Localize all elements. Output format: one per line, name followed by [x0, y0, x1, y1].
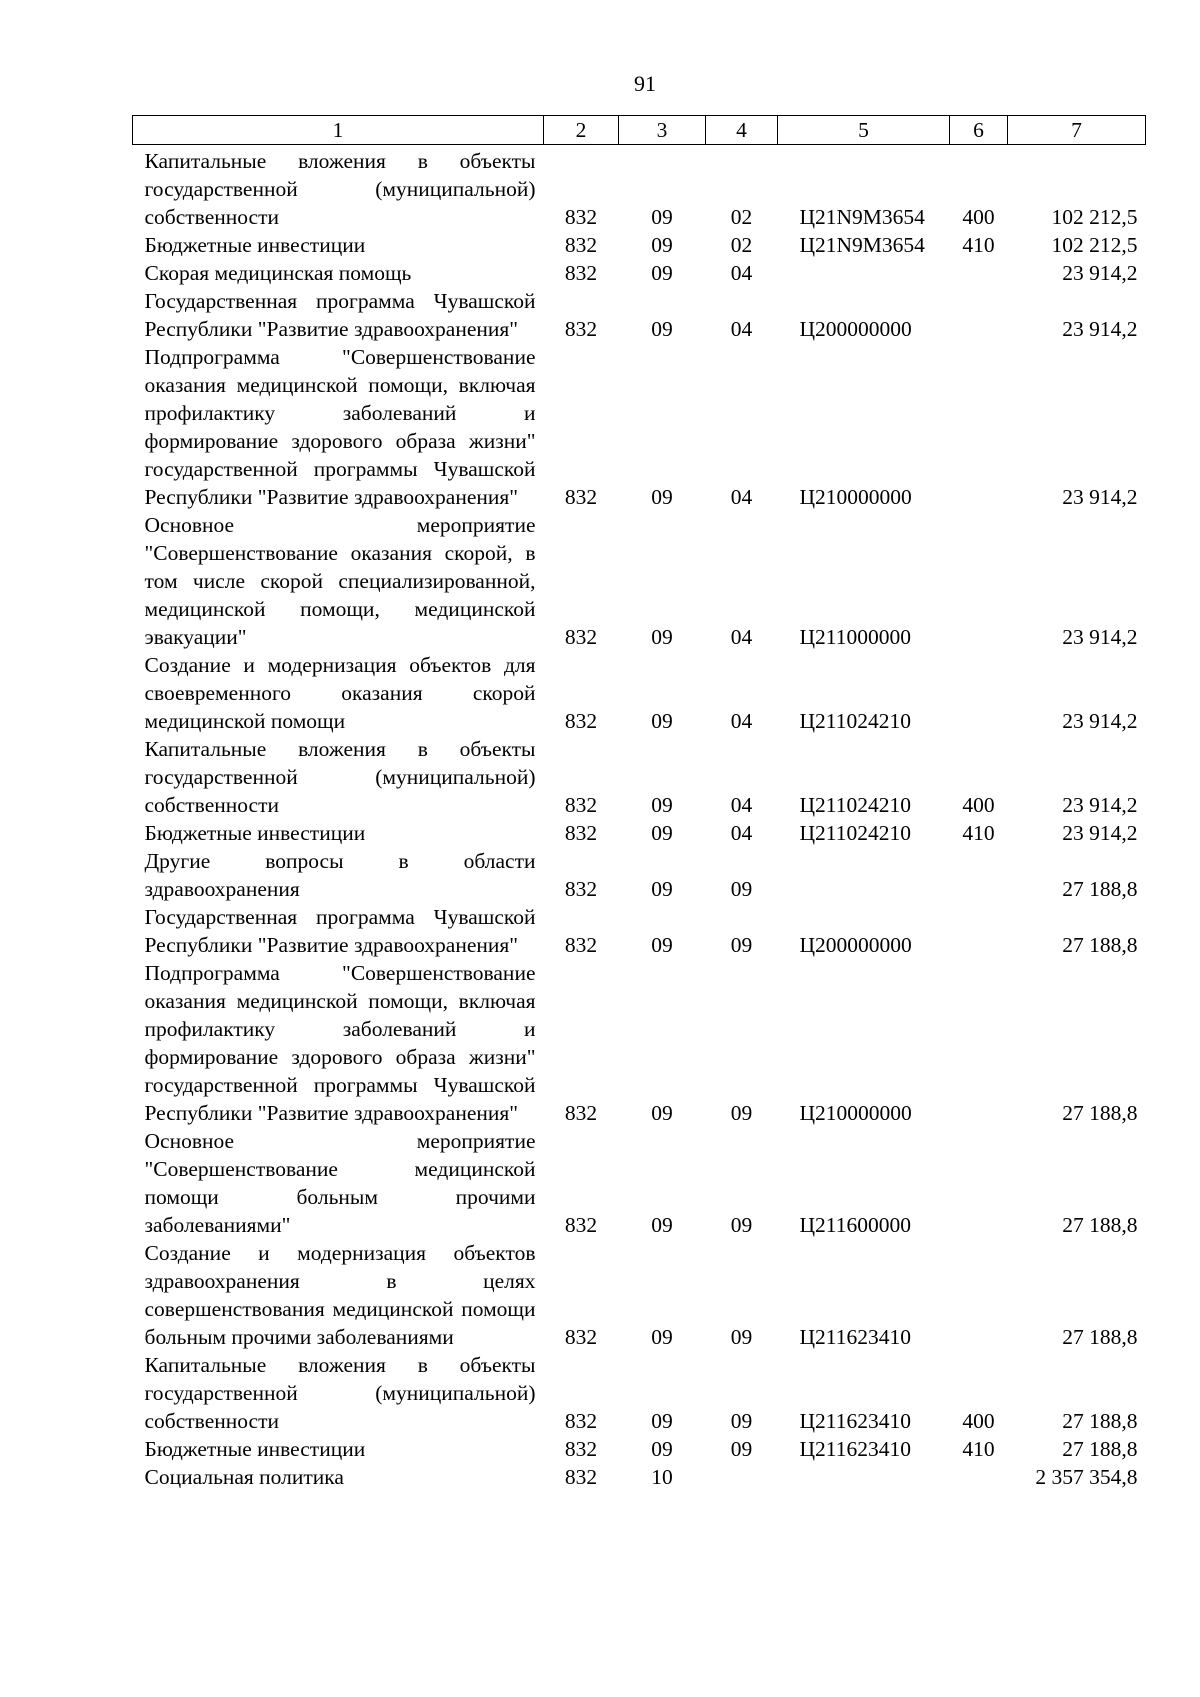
table-row — [133, 287, 1146, 343]
row-section-code: 09 — [651, 1101, 673, 1125]
row-target-code: Ц200000000 — [799, 317, 912, 341]
row-expense-type: 400 — [962, 793, 995, 817]
table-row — [133, 511, 1146, 651]
row-target-code: Ц211024210 — [799, 709, 911, 733]
row-expense-type: 400 — [962, 1409, 995, 1433]
row-amount: 23 914,2 — [1062, 261, 1138, 285]
row-amount: 27 188,8 — [1062, 1409, 1138, 1433]
row-amount: 27 188,8 — [1062, 1325, 1138, 1349]
row-expense-type: 410 — [962, 1437, 995, 1461]
row-section-code: 09 — [651, 261, 673, 285]
row-expense-type — [950, 259, 1008, 287]
row-subsection-code: 04 — [730, 821, 753, 845]
row-target-code: Ц211623410 — [799, 1325, 911, 1349]
row-section-code: 09 — [651, 821, 673, 845]
row-expense-type: 400 — [962, 205, 995, 229]
column-header-6: 6 — [950, 116, 1008, 145]
row-target-code: Ц210000000 — [799, 1101, 912, 1125]
row-target-code: Ц210000000 — [799, 485, 912, 509]
row-target-code: Ц211600000 — [799, 1213, 911, 1237]
row-name: Подпрограмма "Совершенствование оказания медицинской помощи, включая профилактику заболеваний и формирование здорового образа жизни" государственной программы Чувашской Республики "Развитие здравоохранения" — [144, 961, 536, 1125]
row-amount: 102 212,5 — [1051, 205, 1138, 229]
row-subsection-code: 09 — [730, 933, 753, 957]
table-row — [133, 1239, 1146, 1351]
row-amount: 23 914,2 — [1062, 821, 1138, 845]
table-row — [133, 903, 1146, 959]
page-number: 91 — [634, 71, 656, 96]
row-subsection-code: 09 — [730, 1325, 753, 1349]
row-target-code: Ц211000000 — [799, 625, 911, 649]
row-ministry-code: 832 — [564, 317, 598, 341]
row-expense-type — [950, 1239, 1008, 1351]
row-name: Создание и модернизация объектов для своевременного оказания скорой медицинской помощи — [144, 653, 536, 733]
row-subsection-code: 04 — [730, 485, 753, 509]
row-subsection-code: 09 — [730, 1437, 753, 1461]
row-amount: 27 188,8 — [1062, 1101, 1138, 1125]
row-target-code — [778, 1463, 950, 1491]
column-header-2: 2 — [544, 116, 619, 145]
row-ministry-code: 832 — [564, 1101, 598, 1125]
table-row — [133, 231, 1146, 259]
row-expense-type — [950, 903, 1008, 959]
row-ministry-code: 832 — [564, 1213, 598, 1237]
row-subsection-code: 02 — [730, 233, 753, 257]
row-ministry-code: 832 — [564, 793, 598, 817]
row-amount: 23 914,2 — [1062, 625, 1138, 649]
row-section-code: 09 — [651, 1437, 673, 1461]
row-target-code: Ц211623410 — [799, 1437, 911, 1461]
table-row — [133, 1463, 1146, 1491]
table-row — [133, 145, 1146, 232]
row-expense-type — [950, 511, 1008, 651]
column-header-3: 3 — [619, 116, 706, 145]
table-row — [133, 959, 1146, 1127]
row-name: Подпрограмма "Совершенствование оказания медицинской помощи, включая профилактику заболеваний и формирование здорового образа жизни" государственной программы Чувашской Республики "Развитие здравоохранения" — [144, 345, 536, 509]
row-target-code — [778, 847, 950, 903]
row-section-code: 09 — [651, 625, 673, 649]
table-row — [133, 847, 1146, 903]
header-row — [133, 116, 1146, 145]
row-subsection-code: 04 — [730, 625, 753, 649]
row-section-code: 09 — [651, 1409, 673, 1433]
row-expense-type — [950, 1127, 1008, 1239]
row-section-code: 09 — [651, 233, 673, 257]
row-name: Капитальные вложения в объекты государственной (муниципальной) собственности — [144, 1353, 536, 1433]
row-target-code: Ц21N9М3654 — [799, 205, 925, 229]
row-section-code: 09 — [651, 1325, 673, 1349]
table-row — [133, 259, 1146, 287]
row-ministry-code: 832 — [564, 1409, 598, 1433]
row-name: Капитальные вложения в объекты государственной (муниципальной) собственности — [144, 737, 536, 817]
row-ministry-code: 832 — [564, 821, 598, 845]
row-expense-type — [950, 651, 1008, 735]
row-name: Основное мероприятие "Совершенствование оказания скорой, в том числе скорой специализированной, медицинской помощи, медицинской эвакуации" — [144, 513, 536, 649]
row-ministry-code: 832 — [564, 625, 598, 649]
row-target-code: Ц200000000 — [799, 933, 912, 957]
row-amount: 2 357 354,8 — [1035, 1465, 1138, 1489]
row-ministry-code: 832 — [564, 233, 598, 257]
row-amount: 23 914,2 — [1062, 485, 1138, 509]
row-name: Основное мероприятие "Совершенствование медицинской помощи больным прочими заболеваниями" — [144, 1129, 536, 1237]
table-row — [133, 343, 1146, 511]
row-subsection-code: 09 — [730, 1101, 753, 1125]
row-amount: 23 914,2 — [1062, 793, 1138, 817]
row-subsection-code: 04 — [730, 709, 753, 733]
row-ministry-code: 832 — [564, 205, 598, 229]
row-name: Государственная программа Чувашской Республики "Развитие здравоохранения" — [144, 289, 536, 341]
row-subsection-code: 09 — [730, 1409, 753, 1433]
table-row — [133, 1351, 1146, 1435]
row-section-code: 09 — [651, 933, 673, 957]
row-expense-type: 410 — [962, 233, 995, 257]
column-header-4: 4 — [706, 116, 778, 145]
row-target-code: Ц211623410 — [799, 1409, 911, 1433]
row-ministry-code: 832 — [564, 933, 598, 957]
row-subsection-code: 04 — [730, 317, 753, 341]
row-expense-type — [950, 343, 1008, 511]
row-expense-type: 410 — [962, 821, 995, 845]
row-ministry-code: 832 — [564, 1437, 598, 1461]
column-header-5: 5 — [778, 116, 950, 145]
table-body — [133, 145, 1146, 1492]
column-header-1: 1 — [133, 116, 544, 145]
row-section-code: 10 — [651, 1465, 673, 1489]
row-name: Другие вопросы в области здравоохранения — [144, 849, 536, 901]
column-header-7: 7 — [1008, 116, 1146, 145]
row-subsection-code: 09 — [730, 877, 753, 901]
row-amount: 27 188,8 — [1062, 1213, 1138, 1237]
row-name: Капитальные вложения в объекты государственной (муниципальной) собственности — [144, 149, 536, 229]
row-section-code: 09 — [651, 1213, 673, 1237]
table-header — [133, 116, 1146, 145]
row-expense-type — [950, 847, 1008, 903]
row-name: Бюджетные инвестиции — [144, 1437, 366, 1461]
row-ministry-code: 832 — [564, 709, 598, 733]
row-amount: 27 188,8 — [1062, 1437, 1138, 1461]
row-subsection-code: 02 — [730, 205, 753, 229]
table-row — [133, 1127, 1146, 1239]
row-name: Скорая медицинская помощь — [144, 261, 412, 285]
row-expense-type — [950, 287, 1008, 343]
row-name: Бюджетные инвестиции — [144, 233, 366, 257]
row-expense-type — [950, 959, 1008, 1127]
row-amount: 23 914,2 — [1062, 317, 1138, 341]
row-name: Государственная программа Чувашской Республики "Развитие здравоохранения" — [144, 905, 536, 957]
row-amount: 27 188,8 — [1062, 877, 1138, 901]
row-ministry-code: 832 — [564, 1465, 598, 1489]
row-target-code: Ц211024210 — [799, 821, 911, 845]
row-ministry-code: 832 — [564, 261, 598, 285]
row-subsection-code: 04 — [730, 793, 753, 817]
table-row — [133, 735, 1146, 819]
row-name: Социальная политика — [144, 1465, 344, 1489]
row-section-code: 09 — [651, 877, 673, 901]
row-amount: 102 212,5 — [1051, 233, 1138, 257]
table-row — [133, 651, 1146, 735]
row-target-code: Ц21N9М3654 — [799, 233, 925, 257]
row-amount: 23 914,2 — [1062, 709, 1138, 733]
row-expense-type — [950, 1463, 1008, 1491]
row-amount: 27 188,8 — [1062, 933, 1138, 957]
row-subsection-code: 09 — [730, 1213, 753, 1237]
row-ministry-code: 832 — [564, 877, 598, 901]
table-row — [133, 819, 1146, 847]
row-name: Создание и модернизация объектов здравоохранения в целях совершенствования медицинской помощи больным прочими заболеваниями — [144, 1241, 536, 1349]
row-target-code — [778, 259, 950, 287]
budget-table — [132, 115, 1146, 1491]
row-subsection-code: 04 — [730, 261, 753, 285]
row-target-code: Ц211024210 — [799, 793, 911, 817]
row-section-code: 09 — [651, 485, 673, 509]
row-section-code: 09 — [651, 793, 673, 817]
row-name: Бюджетные инвестиции — [144, 821, 366, 845]
row-section-code: 09 — [651, 205, 673, 229]
row-section-code: 09 — [651, 709, 673, 733]
row-ministry-code: 832 — [564, 1325, 598, 1349]
row-ministry-code: 832 — [564, 485, 598, 509]
row-section-code: 09 — [651, 317, 673, 341]
table-row — [133, 1435, 1146, 1463]
row-subsection-code — [706, 1463, 778, 1491]
